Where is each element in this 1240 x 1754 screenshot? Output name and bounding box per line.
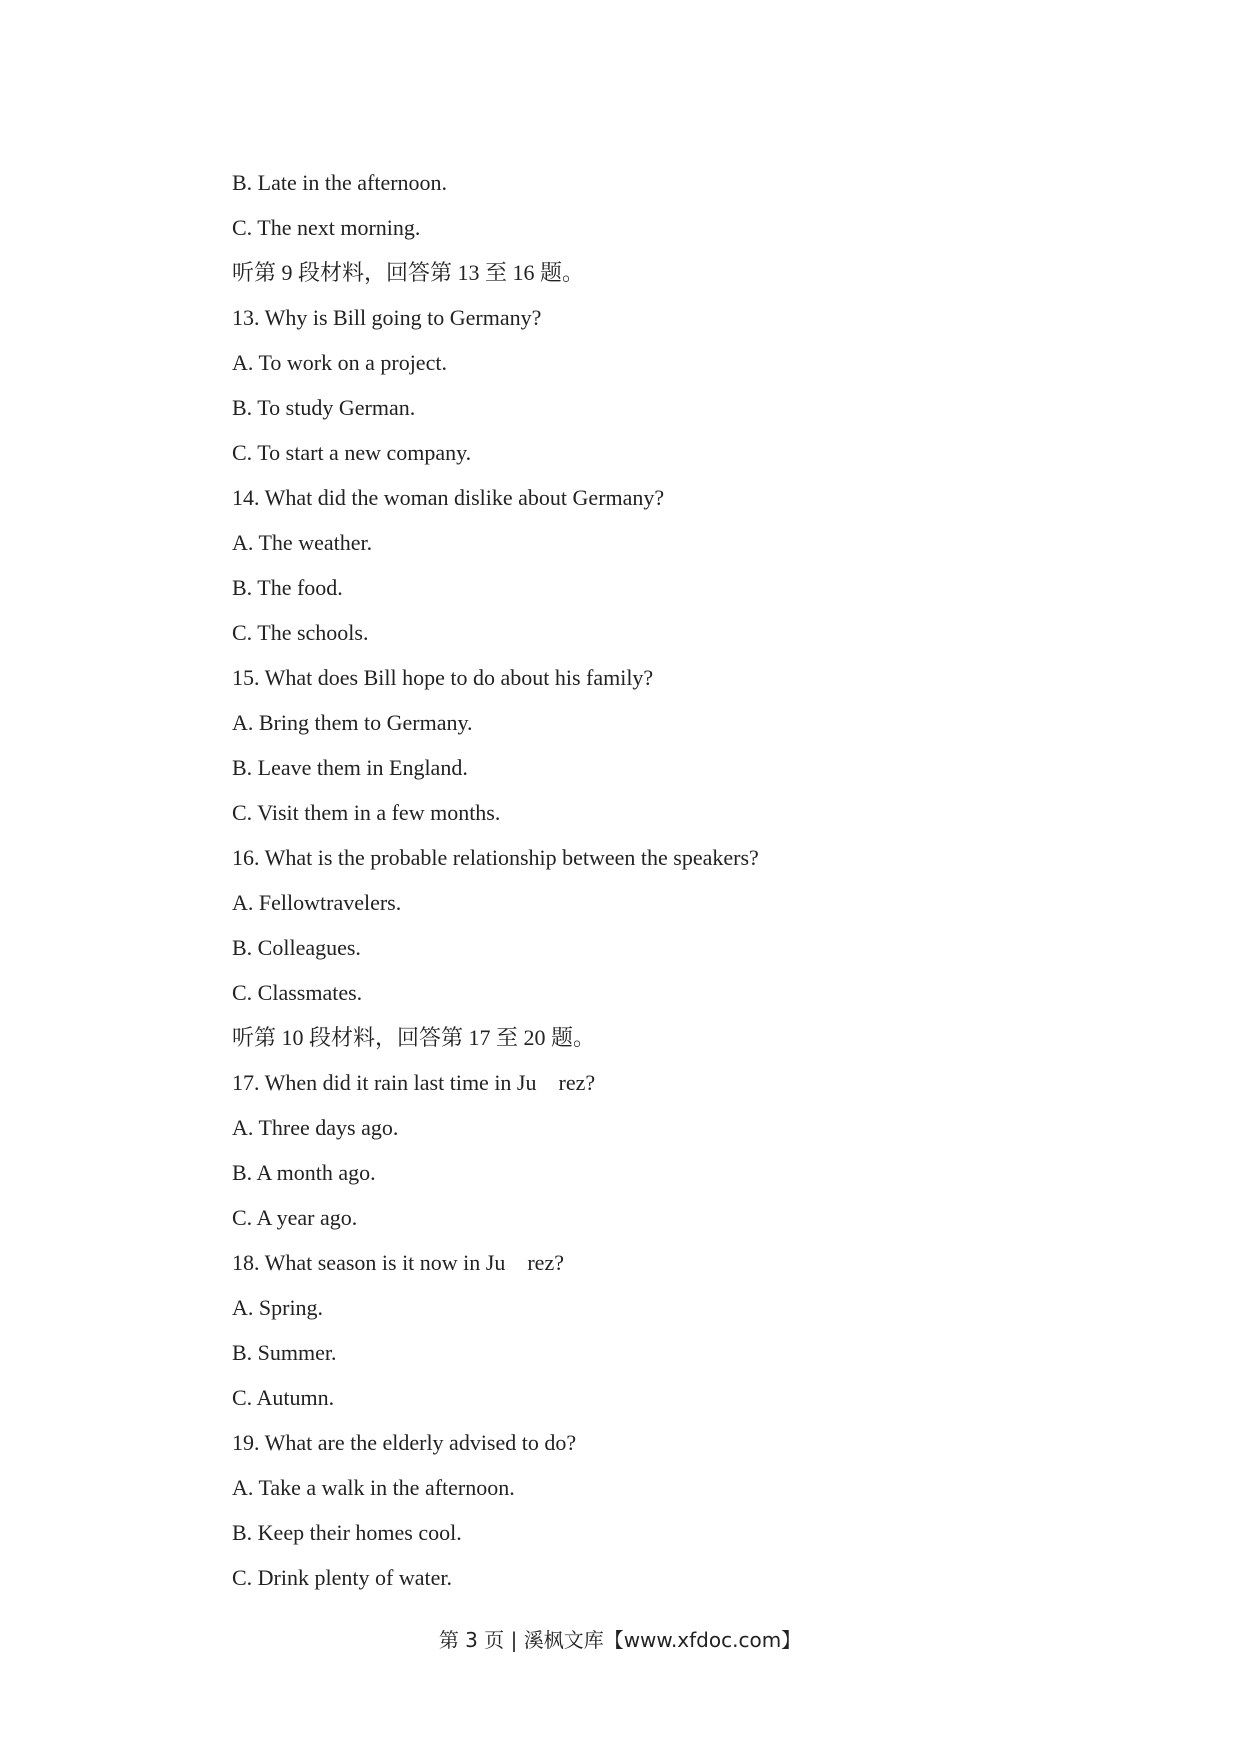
option-12b: B. Late in the afternoon. bbox=[232, 170, 448, 195]
option-19c: C. Drink plenty of water. bbox=[232, 1565, 452, 1590]
section-heading-10: 听第 10 段材料，回答第 17 至 20 题。 bbox=[232, 1025, 596, 1050]
option-13a: A. To work on a project. bbox=[232, 350, 447, 375]
option-15b: B. Leave them in England. bbox=[232, 755, 468, 780]
page-footer: 第 3 页 | 溪枫文库【www.xfdoc.com】 bbox=[438, 1628, 802, 1652]
option-15c: C. Visit them in a few months. bbox=[232, 800, 501, 825]
option-16a: A. Fellowtravelers. bbox=[232, 890, 402, 915]
option-15a: A. Bring them to Germany. bbox=[232, 710, 473, 735]
document-body bbox=[232, 160, 1132, 1600]
option-13c: C. To start a new company. bbox=[232, 440, 472, 465]
option-17a: A. Three days ago. bbox=[232, 1115, 399, 1140]
option-18a: A. Spring. bbox=[232, 1295, 324, 1320]
option-17c: C. A year ago. bbox=[232, 1205, 358, 1230]
option-13b: B. To study German. bbox=[232, 395, 416, 420]
option-19a: A. Take a walk in the afternoon. bbox=[232, 1475, 515, 1500]
question-14: 14. What did the woman dislike about Germany? bbox=[232, 485, 665, 510]
question-17: 17. When did it rain last time in Ju rez? bbox=[232, 1070, 596, 1095]
question-18: 18. What season is it now in Ju rez? bbox=[232, 1250, 564, 1275]
question-16: 16. What is the probable relationship between the speakers? bbox=[232, 845, 759, 870]
question-15: 15. What does Bill hope to do about his family? bbox=[232, 665, 654, 690]
option-14c: C. The schools. bbox=[232, 620, 369, 645]
option-16b: B. Colleagues. bbox=[232, 935, 361, 960]
section-heading-9: 听第 9 段材料，回答第 13 至 16 题。 bbox=[232, 260, 585, 285]
option-19b: B. Keep their homes cool. bbox=[232, 1520, 462, 1545]
question-13: 13. Why is Bill going to Germany? bbox=[232, 305, 542, 330]
option-14b: B. The food. bbox=[232, 575, 343, 600]
option-18c: C. Autumn. bbox=[232, 1385, 335, 1410]
option-17b: B. A month ago. bbox=[232, 1160, 376, 1185]
option-14a: A. The weather. bbox=[232, 530, 373, 555]
question-19: 19. What are the elderly advised to do? bbox=[232, 1430, 577, 1455]
option-12c: C. The next morning. bbox=[232, 215, 421, 240]
option-16c: C. Classmates. bbox=[232, 980, 363, 1005]
option-18b: B. Summer. bbox=[232, 1340, 337, 1365]
